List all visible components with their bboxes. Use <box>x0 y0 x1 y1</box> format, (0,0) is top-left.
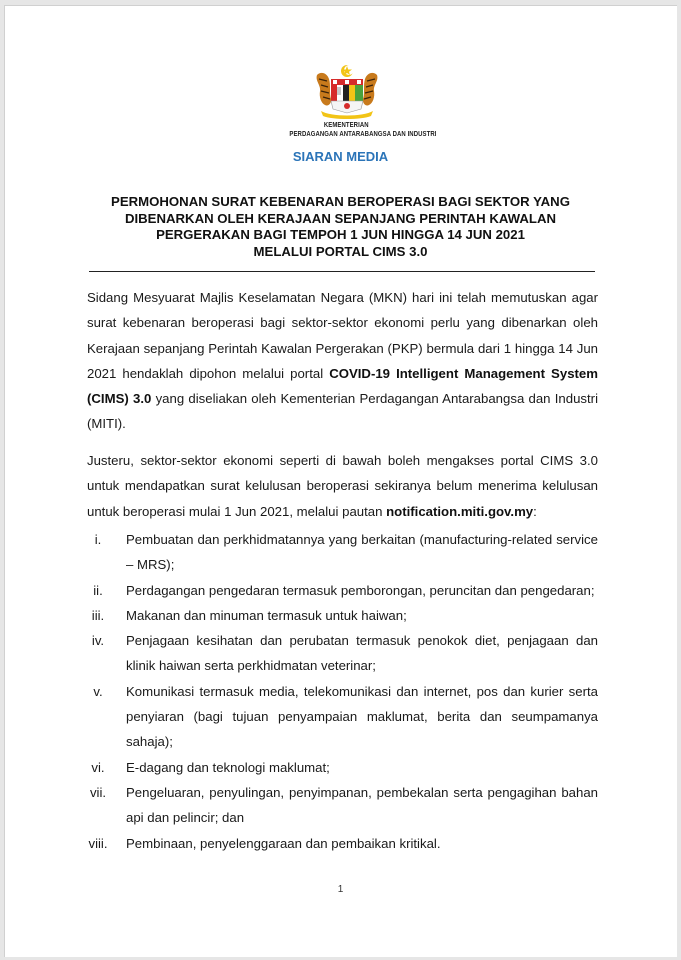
title-line: PERGERAKAN BAGI TEMPOH 1 JUN HINGGA 14 JUN 2021 <box>156 227 525 243</box>
paragraph-2-text-end: : <box>533 503 537 519</box>
paragraph-1-text: Sidang Mesyuarat Majlis Keselamatan Negara (MKN) hari ini telah memutuskan agar surat kebenaran beroperasi bagi sektor-sektor ekonomi perlu yang dibenarkan oleh Kerajaan sepanjang Perintah Kawalan Pergerakan (PKP) bermula dari 1 hingga 14 Jun 2021 hendaklah dipohon melalui portal <box>87 290 598 381</box>
title-line: MELALUI PORTAL CIMS 3.0 <box>253 243 428 259</box>
list-item <box>87 755 598 780</box>
list-item <box>87 831 598 856</box>
ministry-name <box>281 120 437 138</box>
list-item-text: Komunikasi termasuk media, telekomunikasi dan internet, pos dan kurier serta penyiaran (bagi tujuan penyampaian maklumat, berita dan seumpamanya sahaja); <box>126 683 598 750</box>
list-item <box>87 679 598 755</box>
title-line: DIBENARKAN OLEH KERAJAAN SEPANJANG PERINTAH KAWALAN <box>124 210 557 226</box>
list-item-number: i. <box>94 532 102 547</box>
list-item-number: viii. <box>88 835 108 851</box>
cims-portal-name: COVID-19 Intelligent Management System (CIMS) 3.0 <box>87 365 598 407</box>
malaysia-coat-of-arms-icon <box>311 63 383 121</box>
list-item-text: Pembinaan, penyelenggaraan dan pembaikan kritikal. <box>126 835 441 851</box>
list-item-number: iii. <box>91 607 105 623</box>
list-item-number: vi. <box>91 759 105 775</box>
paragraph-1 <box>87 285 598 437</box>
title-line: PERMOHONAN SURAT KEBENARAN BEROPERASI BAGI SEKTOR YANG <box>111 194 570 209</box>
list-item <box>87 603 598 628</box>
portal-link[interactable]: notification.miti.gov.my <box>386 503 534 519</box>
page-number: 1 <box>337 884 344 895</box>
list-item <box>87 578 598 603</box>
list-item-number: v. <box>93 683 103 699</box>
ministry-name-line2: PERDAGANGAN ANTARABANGSA DAN INDUSTRI <box>289 129 437 138</box>
list-item-number: iv. <box>91 633 105 649</box>
list-item-text: Penjagaan kesihatan dan perubatan termasuk penokok diet, penjagaan dan klinik haiwan serta perkhidmatan veterinar; <box>126 633 598 674</box>
list-item-text: Pengeluaran, penyulingan, penyimpanan, pembekalan serta pengagihan bahan api dan pelincir; dan <box>126 784 598 826</box>
list-item-number: vii. <box>89 784 107 800</box>
list-item <box>87 780 598 831</box>
list-item-text: Makanan dan minuman termasuk untuk haiwan; <box>126 607 407 623</box>
title-divider <box>89 271 595 272</box>
document-title <box>60 194 621 260</box>
list-item-text: Perdagangan pengedaran termasuk pemborongan, peruncitan dan pengedaran; <box>126 582 595 598</box>
paragraph-2-text: Justeru, sektor-sektor ekonomi seperti di bawah boleh mengakses portal CIMS 3.0 untuk mendapatkan surat kelulusan beroperasi sekiranya belum menerima kelulusan untuk beroperasi mulai 1 Jun 2021, melalui pautan <box>87 453 598 519</box>
list-item-number: ii. <box>93 582 103 598</box>
sector-list <box>87 527 598 856</box>
paragraph-1-text-end: yang diseliakan oleh Kementerian Perdagangan Antarabangsa dan Industri (MITI). <box>87 391 598 432</box>
media-release-label: SIARAN MEDIA <box>292 149 389 164</box>
list-item-text: E-dagang dan teknologi maklumat; <box>126 759 330 775</box>
list-item <box>87 628 598 679</box>
ministry-name-line1: KEMENTERIAN <box>323 120 369 129</box>
paragraph-2 <box>87 448 598 524</box>
list-item <box>87 527 598 578</box>
list-item-text: Pembuatan dan perkhidmatannya yang berkaitan (manufacturing-related service – MRS); <box>126 532 598 573</box>
